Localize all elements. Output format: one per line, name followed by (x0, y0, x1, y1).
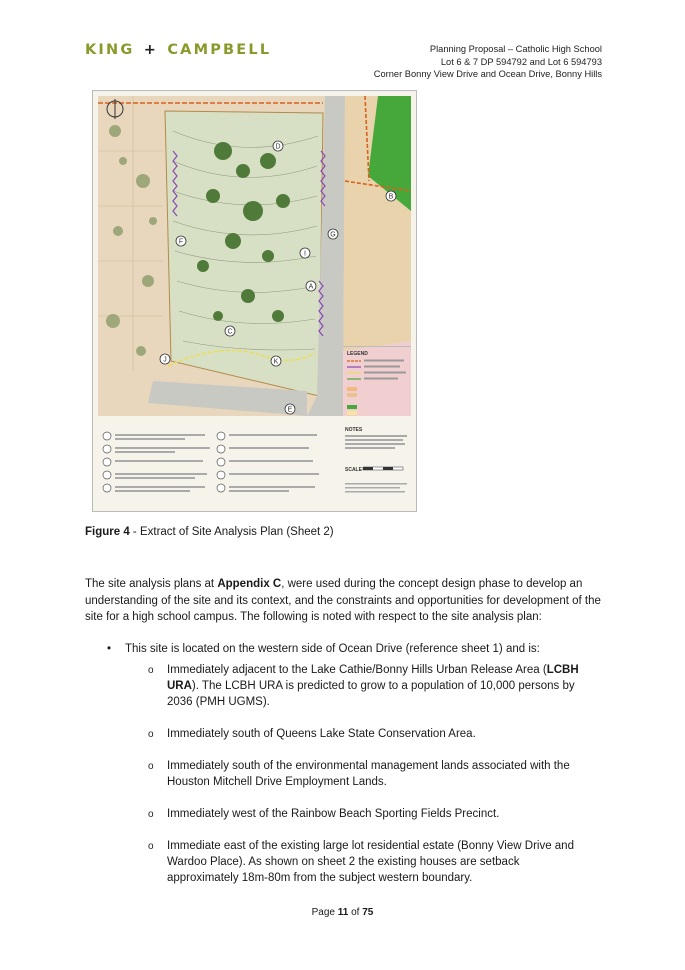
bullet-marker: • (107, 643, 112, 655)
paragraph-text-before: The site analysis plans at (85, 578, 218, 590)
marker-b-icon (386, 191, 396, 201)
lcbh-ura-abbrev: LCBH URA (167, 664, 579, 692)
sub-item-text: Immediately south of Queens Lake State Conservation Area. (167, 728, 476, 740)
bullet-text: This site is located on the western side of Ocean Drive (reference sheet 1) and is: (125, 643, 540, 655)
site-analysis-plan-map (93, 91, 416, 511)
header-line-address: Corner Bonny View Drive and Ocean Drive, Bonny Hills (373, 69, 602, 79)
svg-text:F: F (178, 238, 184, 246)
svg-text:K: K (273, 358, 279, 366)
legend-title: LEGEND (347, 351, 368, 357)
figure-caption (85, 526, 334, 538)
sub-item-text: Immediately south of the environmental management lands associated with the Houston Mitchell Drive Employment Lands. (167, 760, 570, 788)
logo-plus: + (143, 42, 159, 58)
svg-text:G: G (330, 231, 336, 239)
subject-site (165, 111, 323, 396)
sub-item-marker: o (148, 809, 154, 820)
king-campbell-logo (85, 42, 271, 58)
marker-i-icon (300, 248, 310, 258)
svg-text:J: J (163, 356, 167, 364)
svg-text:E: E (287, 406, 293, 414)
sub-item-text (167, 662, 587, 710)
marker-g-icon (328, 229, 338, 239)
sub-item-marker: o (148, 665, 154, 676)
page-number-footer (0, 907, 685, 918)
sub-item-marker: o (148, 761, 154, 772)
marker-c-icon (225, 326, 235, 336)
marker-f-icon (176, 236, 186, 246)
svg-text:C: C (227, 328, 233, 336)
notes-title: NOTES (345, 427, 363, 433)
header-line-lots: Lot 6 & 7 DP 594792 and Lot 6 594793 (440, 56, 602, 67)
document-header (374, 43, 602, 81)
sub-item-text: Immediately west of the Rainbow Beach Sporting Fields Precinct. (167, 808, 500, 820)
sub-item-text: Immediate east of the existing large lot residential estate (Bonny View Drive and Wardoo Place). As shown on sheet 2 the existing houses are setback approximately 18m-80m from the subject western boundary. (167, 840, 574, 884)
marker-a-icon (306, 281, 316, 291)
marker-k-icon (271, 356, 281, 366)
svg-text:I: I (304, 250, 306, 258)
body-paragraph (85, 576, 605, 626)
footer-prefix: Page (311, 907, 338, 918)
marker-j-icon (160, 354, 170, 364)
sub-item-text-before: Immediately adjacent to the Lake Cathie/Bonny Hills Urban Release Area ( (167, 664, 547, 676)
logo-word-king: KING (85, 42, 135, 58)
svg-text:D: D (275, 143, 281, 151)
appendix-reference: Appendix C (217, 578, 282, 590)
svg-text:B: B (388, 193, 394, 201)
site-analysis-plan-figure (92, 90, 417, 512)
footer-of: of (348, 907, 363, 918)
header-line-title: Planning Proposal – Catholic High School (429, 44, 602, 54)
marker-d-icon (273, 141, 283, 151)
sub-item-marker: o (148, 729, 154, 740)
figure-caption-text: - Extract of Site Analysis Plan (Sheet 2) (129, 526, 334, 538)
total-pages: 75 (362, 907, 374, 918)
current-page: 11 (337, 907, 349, 918)
paragraph-text-after: , were used during the concept design phase to develop an understanding of the site and its context, and the constraints and opportunities for development of the site for a high school campus. The following is noted with respect to the site analysis plan: (85, 578, 601, 623)
sub-item-text-after: ). The LCBH URA is predicted to grow to a population of 10,000 persons by 2036 (PMH UGMS). (167, 680, 575, 708)
svg-text:A: A (308, 283, 314, 291)
scale-label: SCALE (345, 467, 362, 473)
sub-item-marker: o (148, 841, 154, 852)
figure-caption-label: Figure 4 (85, 526, 130, 538)
scale-bar (363, 467, 403, 470)
logo-word-campbell: CAMPBELL (167, 42, 272, 58)
marker-e-icon (285, 404, 295, 414)
